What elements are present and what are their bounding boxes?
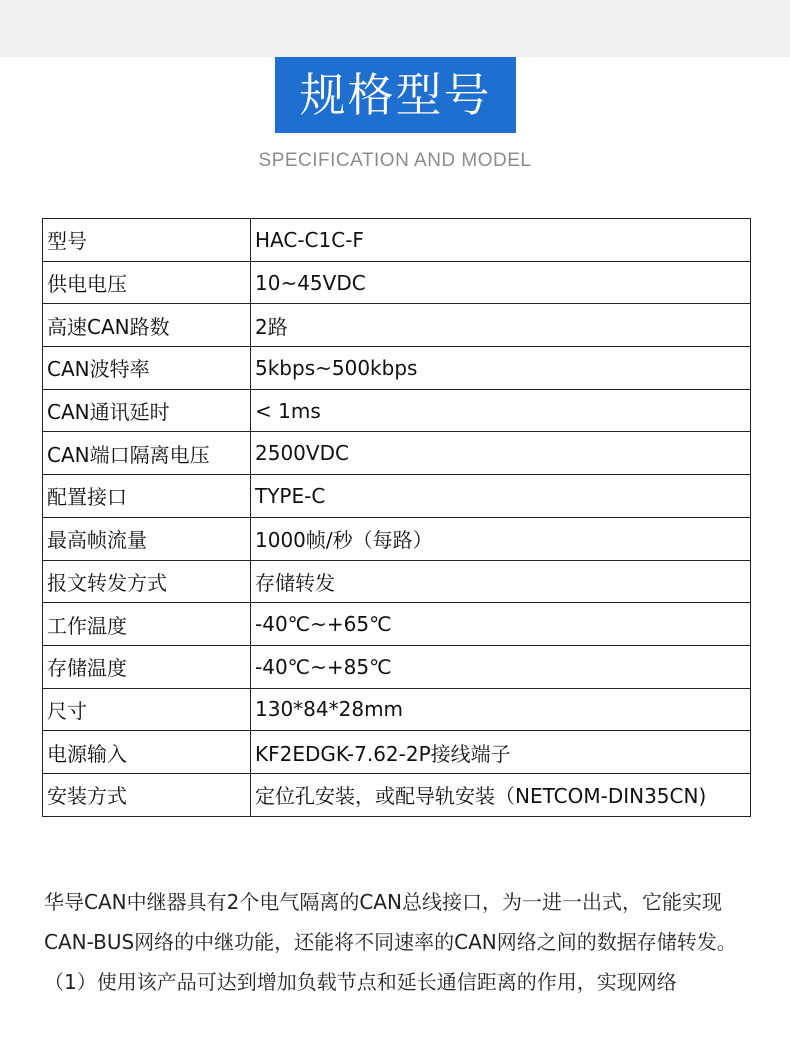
table-row	[43, 304, 751, 347]
spec-value: KF2EDGK-7.62-2P接线端子	[251, 731, 751, 774]
table-row	[43, 261, 751, 304]
spec-table	[42, 218, 751, 817]
spec-value: 10~45VDC	[251, 261, 751, 304]
spec-value: 定位孔安装，或配导轨安装（NETCOM-DIN35CN)	[251, 773, 751, 816]
spec-label: CAN波特率	[43, 347, 251, 390]
spec-value: -40℃~+85℃	[251, 645, 751, 688]
spec-label: 配置接口	[43, 475, 251, 518]
spec-label: 尺寸	[43, 688, 251, 731]
spec-value: -40℃~+65℃	[251, 603, 751, 646]
spec-label: 型号	[43, 219, 251, 262]
spec-label: 工作温度	[43, 603, 251, 646]
table-row	[43, 432, 751, 475]
spec-value: 存储转发	[251, 560, 751, 603]
spec-value: 2路	[251, 304, 751, 347]
spec-label: 高速CAN路数	[43, 304, 251, 347]
table-row	[43, 560, 751, 603]
description	[44, 882, 756, 1002]
table-row	[43, 219, 751, 262]
spec-label: 最高帧流量	[43, 517, 251, 560]
description-intro: 华导CAN中继器具有2个电气隔离的CAN总线接口，为一进一出式，它能实现CAN-BUS网络的中继功能，还能将不同速率的CAN网络之间的数据存储转发。	[44, 890, 737, 954]
section-subtitle: SPECIFICATION AND MODEL	[258, 150, 532, 171]
spec-label: 存储温度	[43, 645, 251, 688]
table-row	[43, 475, 751, 518]
spec-label: 报文转发方式	[43, 560, 251, 603]
spec-value: 1000帧/秒（每路）	[251, 517, 751, 560]
table-row	[43, 347, 751, 390]
spec-value: 130*84*28mm	[251, 688, 751, 731]
table-row	[43, 517, 751, 560]
table-row	[43, 731, 751, 774]
spec-label: 电源输入	[43, 731, 251, 774]
spec-label: 供电电压	[43, 261, 251, 304]
spec-label: 安装方式	[43, 773, 251, 816]
table-row	[43, 688, 751, 731]
spec-value: HAC-C1C-F	[251, 219, 751, 262]
spec-value: < 1ms	[251, 389, 751, 432]
table-row	[43, 773, 751, 816]
description-point-1: （1）使用该产品可达到增加负载节点和延长通信距离的作用，实现网络	[44, 970, 677, 994]
spec-value: 2500VDC	[251, 432, 751, 475]
spec-label: CAN通讯延时	[43, 389, 251, 432]
top-band	[0, 0, 790, 57]
spec-label: CAN端口隔离电压	[43, 432, 251, 475]
spec-value: TYPE-C	[251, 475, 751, 518]
table-row	[43, 389, 751, 432]
table-row	[43, 645, 751, 688]
section-title: 规格型号	[275, 57, 516, 133]
spec-value: 5kbps~500kbps	[251, 347, 751, 390]
table-row	[43, 603, 751, 646]
